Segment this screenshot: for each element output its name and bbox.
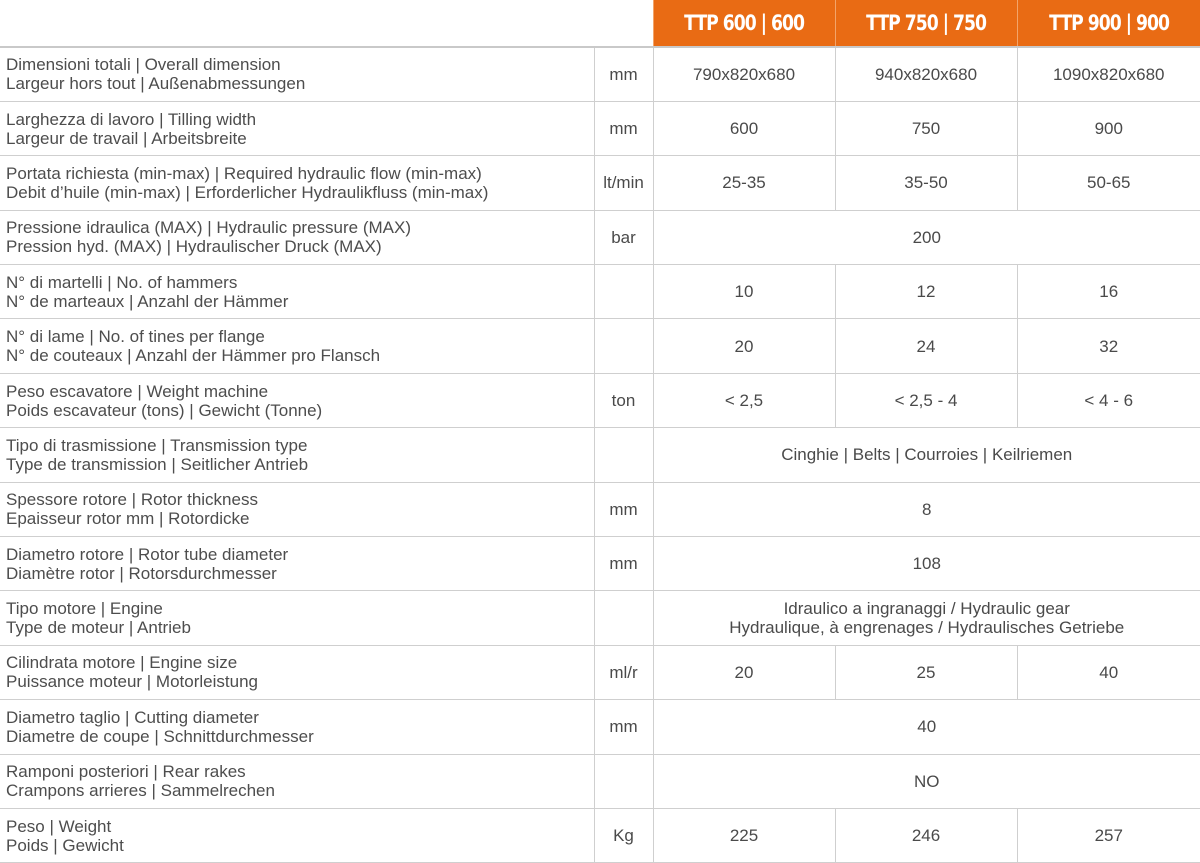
table-row [0, 101, 1200, 155]
row-unit: mm [594, 700, 653, 754]
row-label [0, 700, 594, 754]
row-label-line-2: Largeur hors tout | Außenabmessungen [6, 74, 594, 93]
row-value: 900 [1017, 101, 1200, 155]
row-value-merged [653, 754, 1200, 808]
header-blank [0, 0, 653, 47]
model-header-ttp600: TTP 600 | 600 [653, 0, 835, 47]
row-label-line-1: Dimensioni totali | Overall dimension [6, 55, 594, 74]
row-value: 1090x820x680 [1017, 47, 1200, 101]
table-row [0, 537, 1200, 591]
row-label-line-1: Pressione idraulica (MAX) | Hydraulic pressure (MAX) [6, 218, 594, 237]
row-label-line-1: Larghezza di lavoro | Tilling width [6, 110, 594, 129]
row-label [0, 428, 594, 482]
table-row [0, 47, 1200, 101]
row-unit [594, 265, 653, 319]
row-value-merged [653, 537, 1200, 591]
row-label-line-1: Ramponi posteriori | Rear rakes [6, 762, 594, 781]
row-label [0, 210, 594, 264]
row-value: 50-65 [1017, 156, 1200, 210]
row-value: 40 [1017, 645, 1200, 699]
table-row [0, 808, 1200, 862]
row-label [0, 591, 594, 645]
table-row [0, 319, 1200, 373]
row-label [0, 645, 594, 699]
row-value: 246 [835, 808, 1017, 862]
row-label-line-2: Puissance moteur | Motorleistung [6, 672, 594, 691]
row-unit [594, 591, 653, 645]
row-value: 25 [835, 645, 1017, 699]
row-label-line-1: Portata richiesta (min-max) | Required hydraulic flow (min-max) [6, 164, 594, 183]
row-unit: ton [594, 373, 653, 427]
row-label-line-1: Cilindrata motore | Engine size [6, 653, 594, 672]
row-label-line-1: N° di martelli | No. of hammers [6, 273, 594, 292]
row-value-line-2: Hydraulique, à engrenages / Hydraulisches Getriebe [654, 618, 1200, 637]
row-label-line-2: Type de moteur | Antrieb [6, 618, 594, 637]
row-label-line-1: Diametro rotore | Rotor tube diameter [6, 545, 594, 564]
row-label [0, 754, 594, 808]
row-unit: mm [594, 47, 653, 101]
row-label-line-1: N° di lame | No. of tines per flange [6, 327, 594, 346]
row-value: < 2,5 [653, 373, 835, 427]
row-label-line-2: N° de couteaux | Anzahl der Hämmer pro Flansch [6, 346, 594, 365]
row-label-line-1: Tipo di trasmissione | Transmission type [6, 436, 594, 455]
table-row [0, 754, 1200, 808]
row-value-line-1: Cinghie | Belts | Courroies | Keilriemen [654, 445, 1200, 464]
row-label-line-2: Diametre de coupe | Schnittdurchmesser [6, 727, 594, 746]
row-label-line-2: N° de marteaux | Anzahl der Hämmer [6, 292, 594, 311]
table-row [0, 265, 1200, 319]
row-value-merged [653, 591, 1200, 645]
table-row [0, 210, 1200, 264]
row-label-line-1: Diametro taglio | Cutting diameter [6, 708, 594, 727]
row-label [0, 319, 594, 373]
row-label-line-2: Largeur de travail | Arbeitsbreite [6, 129, 594, 148]
spec-body [0, 47, 1200, 863]
table-row [0, 591, 1200, 645]
row-unit [594, 319, 653, 373]
row-value: 225 [653, 808, 835, 862]
row-label [0, 482, 594, 536]
row-label-line-2: Epaisseur rotor mm | Rotordicke [6, 509, 594, 528]
row-value: 12 [835, 265, 1017, 319]
header-row [0, 0, 1200, 47]
row-label [0, 101, 594, 155]
row-value-line-1: 40 [654, 717, 1200, 736]
model-header-ttp750: TTP 750 | 750 [835, 0, 1017, 47]
row-value-merged [653, 428, 1200, 482]
row-label-line-2: Debit d’huile (min-max) | Erforderlicher Hydraulikfluss (min-max) [6, 183, 594, 202]
table-row [0, 645, 1200, 699]
row-label [0, 156, 594, 210]
row-value-line-1: Idraulico a ingranaggi / Hydraulic gear [654, 599, 1200, 618]
row-value: 25-35 [653, 156, 835, 210]
table-row [0, 428, 1200, 482]
row-label-line-2: Type de transmission | Seitlicher Antrieb [6, 455, 594, 474]
row-label-line-2: Diamètre rotor | Rotorsdurchmesser [6, 564, 594, 583]
row-label-line-2: Crampons arrieres | Sammelrechen [6, 781, 594, 800]
row-value: 10 [653, 265, 835, 319]
row-label [0, 808, 594, 862]
row-label-line-1: Peso | Weight [6, 817, 594, 836]
row-value-merged [653, 700, 1200, 754]
row-value: < 4 - 6 [1017, 373, 1200, 427]
row-value: < 2,5 - 4 [835, 373, 1017, 427]
row-unit: lt/min [594, 156, 653, 210]
row-value: 20 [653, 319, 835, 373]
row-unit [594, 428, 653, 482]
row-value-line-1: NO [654, 772, 1200, 791]
row-unit [594, 754, 653, 808]
row-unit: mm [594, 537, 653, 591]
row-label [0, 537, 594, 591]
row-value-line-1: 8 [654, 500, 1200, 519]
row-value: 257 [1017, 808, 1200, 862]
row-value: 32 [1017, 319, 1200, 373]
row-unit: bar [594, 210, 653, 264]
row-unit: ml/r [594, 645, 653, 699]
row-value: 24 [835, 319, 1017, 373]
row-value: 940x820x680 [835, 47, 1017, 101]
row-value: 35-50 [835, 156, 1017, 210]
row-label-line-2: Poids | Gewicht [6, 836, 594, 855]
row-label [0, 265, 594, 319]
row-value-merged [653, 210, 1200, 264]
row-value: 790x820x680 [653, 47, 835, 101]
row-value-line-1: 200 [654, 228, 1200, 247]
row-unit: mm [594, 101, 653, 155]
row-label [0, 373, 594, 427]
row-label-line-1: Spessore rotore | Rotor thickness [6, 490, 594, 509]
row-value-merged [653, 482, 1200, 536]
row-label-line-2: Pression hyd. (MAX) | Hydraulischer Druck (MAX) [6, 237, 594, 256]
row-label [0, 47, 594, 101]
row-label-line-1: Peso escavatore | Weight machine [6, 382, 594, 401]
row-value: 20 [653, 645, 835, 699]
row-value: 600 [653, 101, 835, 155]
row-unit: Kg [594, 808, 653, 862]
row-label-line-1: Tipo motore | Engine [6, 599, 594, 618]
row-value: 750 [835, 101, 1017, 155]
table-row [0, 156, 1200, 210]
row-value: 16 [1017, 265, 1200, 319]
row-label-line-2: Poids escavateur (tons) | Gewicht (Tonne) [6, 401, 594, 420]
model-header-ttp900: TTP 900 | 900 [1017, 0, 1200, 47]
row-value-line-1: 108 [654, 554, 1200, 573]
row-unit: mm [594, 482, 653, 536]
table-row [0, 482, 1200, 536]
table-row [0, 700, 1200, 754]
table-row [0, 373, 1200, 427]
